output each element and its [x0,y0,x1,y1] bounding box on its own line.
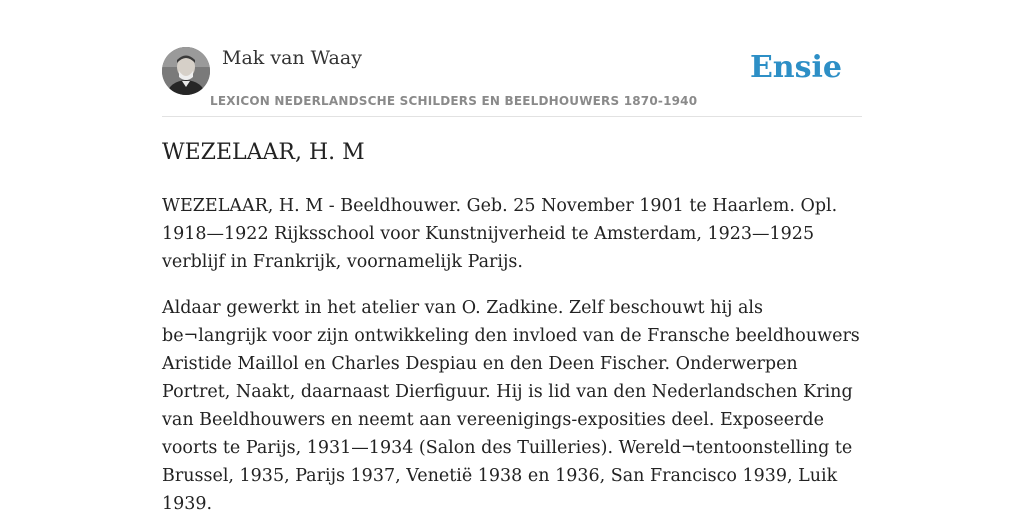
article-paragraph: WEZELAAR, H. M - Beeldhouwer. Geb. 25 November 1901 te Haarlem. Opl. 1918—1922 Rijksschool voor Kunstnijverheid te Amsterdam, 1923—1925 verblijf in Frankrijk, voornamelijk Parijs. [162,196,838,272]
article-paragraph: Aldaar gewerkt in het atelier van O. Zadkine. Zelf beschouwt hij als be¬langrijk voor zijn ontwikkeling den invloed van de Fransche beeldhouwers Aristide Maillol en Charles Despiau en den Deen Fischer. Onderwerpen Portret, Naakt, daarnaast Dierfiguur. Hij is lid van den Nederlandschen Kring van Beeldhouwers en neemt aan vereenigings-exposities deel. Exposeerde voorts te Parijs, 1931—1934 (Salon des Tuilleries). Wereld¬tentoonstelling te Brussel, 1935, Parijs 1937, Venetië 1938 en 1936, San Francisco 1939, Luik 1939. [162,298,860,512]
lexicon-label[interactable]: LEXICON NEDERLANDSCHE SCHILDERS EN BEELDHOUWERS 1870-1940 [210,94,698,108]
header [162,46,862,117]
author-avatar[interactable] [162,47,210,95]
author-portrait-icon [162,47,210,95]
author-name[interactable]: Mak van Waay [222,47,362,69]
article-body [162,192,862,512]
ensie-logo[interactable]: Ensie [749,50,842,85]
article-title: WEZELAAR, H. M [162,140,365,165]
